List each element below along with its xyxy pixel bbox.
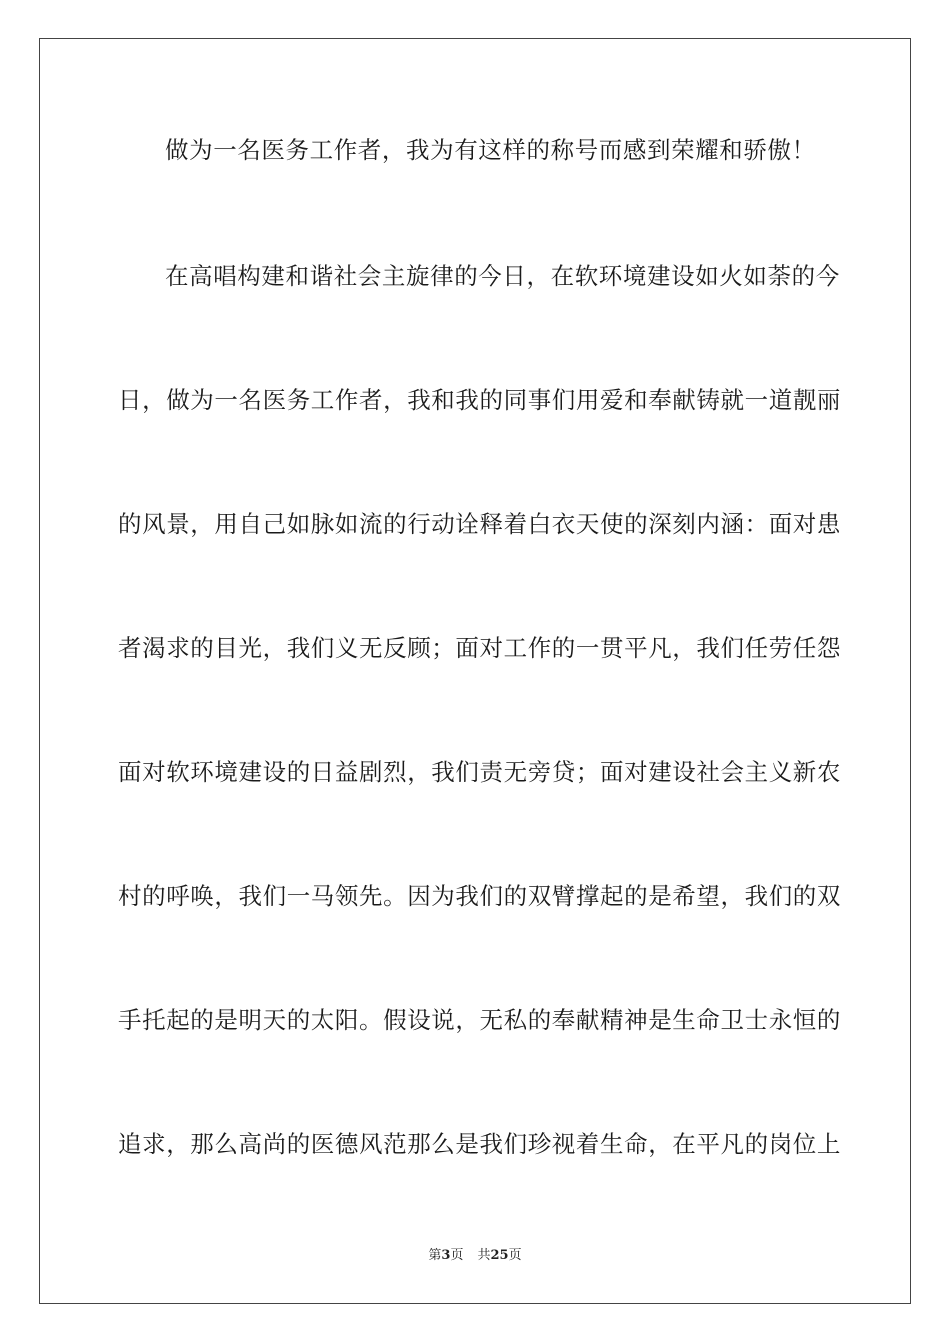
text-line-2: 在高唱构建和谐社会主旋律的今日，在软环境建设如火如荼的今	[165, 262, 840, 290]
page-border	[39, 38, 911, 1304]
text-line-9: 追求，那么高尚的医德风范那么是我们珍视着生命，在平凡的岗位上	[118, 1130, 841, 1158]
footer-page-current: 3	[441, 1248, 451, 1263]
page-footer	[0, 1248, 950, 1264]
text-line-1: 做为一名医务工作者，我为有这样的称号而感到荣耀和骄傲！	[165, 136, 816, 164]
text-line-5: 者渴求的目光，我们义无反顾；面对工作的一贯平凡，我们任劳任怨	[118, 634, 841, 662]
text-line-3: 日，做为一名医务工作者，我和我的同事们用爱和奉献铸就一道靓丽	[118, 386, 841, 414]
text-line-7: 村的呼唤，我们一马领先。因为我们的双臂撑起的是希望，我们的双	[118, 882, 841, 910]
text-line-8: 手托起的是明天的太阳。假设说，无私的奉献精神是生命卫士永恒的	[118, 1006, 841, 1034]
footer-page-total: 25	[490, 1248, 509, 1263]
footer-page-unit: 页	[450, 1248, 464, 1263]
footer-total-prefix: 共	[477, 1248, 491, 1263]
text-line-4: 的风景，用自己如脉如流的行动诠释着白衣天使的深刻内涵：面对患	[118, 510, 841, 538]
footer-page-prefix: 第	[428, 1248, 442, 1263]
footer-total-unit: 页	[508, 1248, 522, 1263]
text-line-6: 面对软环境建设的日益剧烈，我们责无旁贷；面对建设社会主义新农	[118, 758, 841, 786]
